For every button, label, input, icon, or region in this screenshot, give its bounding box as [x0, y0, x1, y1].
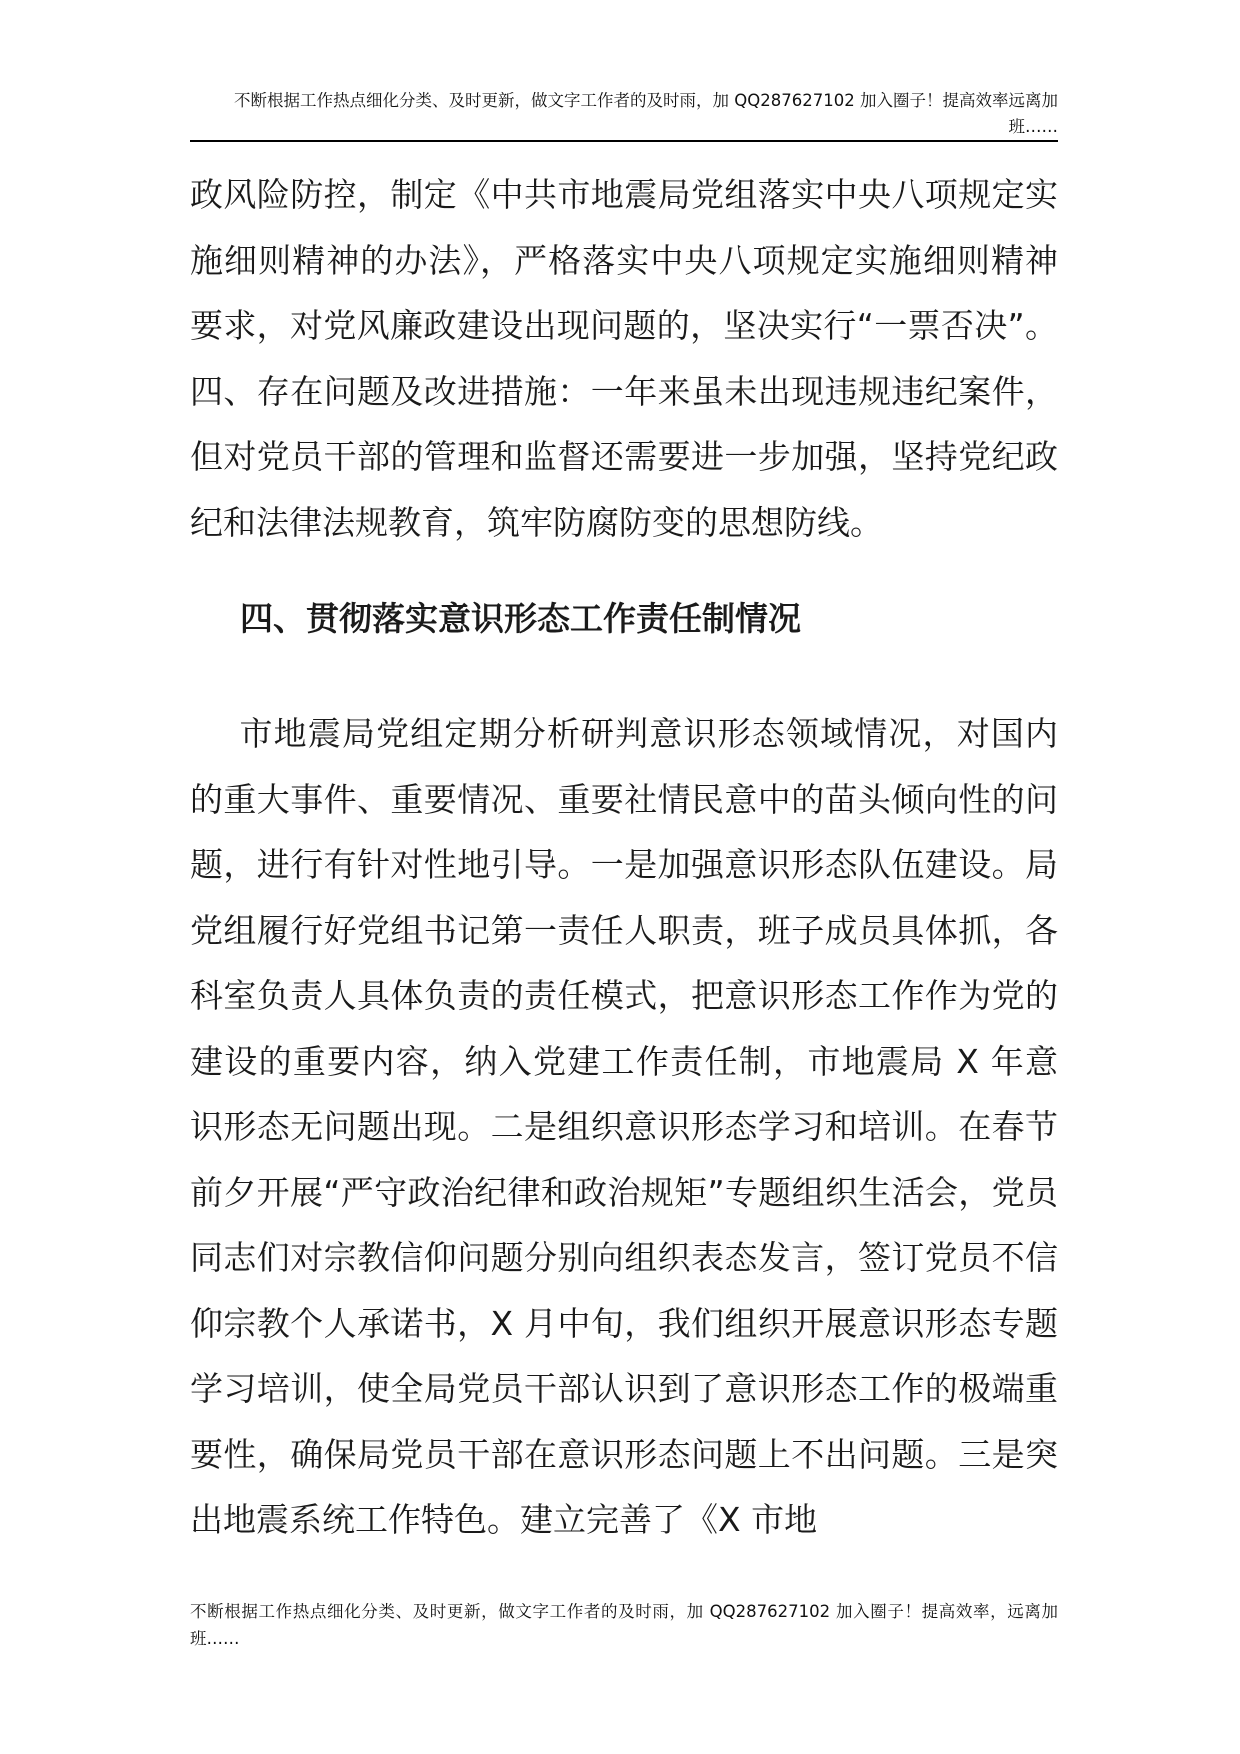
body-paragraph: 市地震局党组定期分析研判意识形态领域情况，对国内的重大事件、重要情况、重要社情民意中的苗头倾向性的问题，进行有针对性地引导。一是加强意识形态队伍建设。局党组履行好党组书记第一责任人职责，班子成员具体抓，各科室负责人具体负责的责任模式，把意识形态工作作为党的建设的重要内容，纳入党建工作责任制，市地震局 X 年意识形态无问题出现。二是组织意识形态学习和培训。在春节前夕开展“严守政治纪律和政治规矩”专题组织生活会，党员同志们对宗教信仰问题分别向组织表态发言，签订党员不信仰宗教个人承诺书，X 月中旬，我们组织开展意识形态专题学习培训，使全局党员干部认识到了意识形态工作的极端重要性，确保局党员干部在意识形态问题上不出问题。三是突出地震系统工作特色。建立完善了《X 市地 [190, 714, 1058, 1539]
page-footer: 不断根据工作热点细化分类、及时更新，做文字工作者的及时雨，加 QQ287627102 加入圈子！提高效率，远离加班…… [190, 1602, 1058, 1648]
page-header: 不断根据工作热点细化分类、及时更新，做文字工作者的及时雨，加 QQ287627102 加入圈子！提高效率远离加班…… [234, 91, 1058, 136]
body-paragraph: 政风险防控，制定《中共市地震局党组落实中央八项规定实施细则精神的办法》，严格落实中央八项规定实施细则精神要求，对党风廉政建设出现问题的，坚决实行“一票否决”。四、存在问题及改进措施：一年来虽未出现违规违纪案件，但对党员干部的管理和监督还需要进一步加强，坚持党纪政纪和法律法规教育，筑牢防腐防变的思想防线。 [190, 175, 1058, 542]
header-divider [190, 140, 1058, 142]
section-heading: 四、贯彻落实意识形态工作责任制情况 [240, 599, 801, 638]
